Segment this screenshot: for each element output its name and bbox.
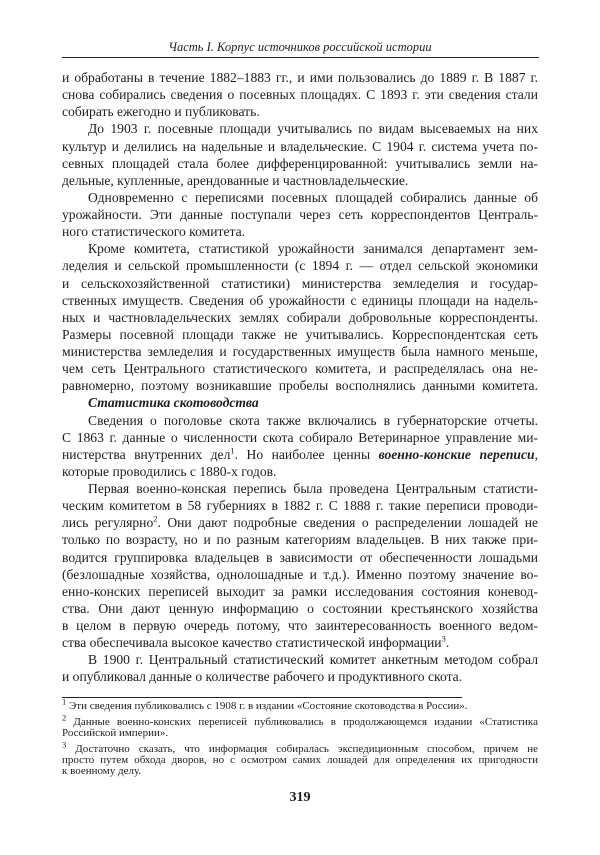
text-line (62, 600, 538, 617)
text-line (62, 514, 538, 531)
footnote (62, 712, 538, 739)
emphasis-text: Статистика скотоводства (88, 395, 259, 411)
section-heading (62, 394, 538, 411)
text-segment: и обработаны в течение 1882–1883 гг., и ими пользовались до 1889 г. В 1887 г. (62, 70, 538, 85)
text-line (62, 531, 538, 548)
text-line (62, 566, 538, 583)
text-segment: которые проводились с 1880-х годов. (62, 463, 277, 479)
text-line (62, 634, 538, 651)
text-segment: ства обеспечивала высокое качество статистической информации (62, 635, 442, 651)
footnote-rule (62, 697, 462, 698)
text-line (62, 172, 538, 189)
text-line (62, 463, 538, 480)
text-line (62, 549, 538, 566)
text-segment: С 1863 г. данные о численности скота собирало Ветеринарное управление ми- (62, 429, 538, 445)
text-segment: Эти сведения публиковались с 1908 г. в издании «Состояние скотоводства в России». (66, 700, 468, 712)
text-segment: . (445, 635, 450, 651)
text-segment: (безлошадные хозяйства, однолошадные и т.д.). Именно поэтому значение во- (62, 566, 538, 582)
text-line (62, 617, 538, 634)
text-line (62, 583, 538, 600)
text-segment: Российской империи». (62, 727, 169, 739)
text-segment: Первая военно-конская перепись была проведена Центральным статисти- (88, 481, 538, 496)
text-segment: . Но наиболее ценны (234, 446, 379, 462)
text-segment: просто путем обхода дворов, но с осмотром самих лошадей для определения их пригодности (62, 754, 538, 766)
text-line (62, 223, 538, 240)
text-segment: лись регулярно (62, 515, 154, 531)
text-line (62, 429, 538, 446)
footnote (62, 739, 538, 777)
text-segment: и опубликовал данные о количестве рабочего и продуктивного скота. (62, 669, 463, 685)
text-segment: ческим комитетом в 58 губерниях в 1882 г. С 1888 г. такие переписи проводи- (62, 498, 538, 514)
text-segment: урожайности. Эти данные поступали через сеть корреспондентов Централь- (62, 207, 538, 222)
footnote-line (62, 728, 538, 739)
text-segment: До 1903 г. посевные площади учитывались по видам высеваемых на них (88, 121, 538, 137)
text-line (62, 343, 538, 360)
text-segment: Сведения о поголовье скота также включались в губернаторские отчеты. (88, 412, 538, 428)
text-segment: министерства земледелия и государственных имуществ была намного меньше, (62, 344, 538, 359)
footnote-line (62, 696, 538, 712)
text-segment: чем сеть Центрального статистического комитета, и распределялась она не- (62, 361, 538, 377)
text-line (62, 377, 538, 394)
footnote-line (62, 766, 538, 777)
text-segment: В 1900 г. Центральный статистический комитет анкетным методом собрал (88, 652, 538, 668)
page-number: 319 (289, 790, 311, 805)
text-segment: культур и делились на надельные и владельческие. С 1904 г. система учета по- (62, 138, 538, 154)
text-segment: Кроме комитета, статистикой урожайности занимался департамент зем- (88, 241, 538, 257)
text-segment: водится группировка владельцев в зависимости от обеспеченности лошадьми (62, 549, 538, 565)
body-text (62, 69, 538, 686)
text-line (62, 86, 538, 103)
text-segment: , (534, 446, 538, 462)
text-line (62, 668, 538, 685)
text-segment: ного статистического комитета. (62, 224, 246, 240)
text-line (62, 103, 538, 120)
text-segment: в целом в первую очередь потому, что заинтересованность военного ведом- (62, 618, 538, 633)
text-line (62, 326, 538, 343)
text-line (62, 189, 538, 206)
footnote-marker: 1 (230, 445, 235, 456)
text-segment: Данные военно-конских переписей публиковались в продолжающемся издании «Статистика (66, 716, 538, 728)
text-segment: собирать ежегодно и публиковать. (62, 104, 260, 120)
text-segment: снова собирались сведения о посевных площадях. С 1893 г. эти сведения стали (62, 87, 538, 103)
text-segment: к военному делу. (62, 765, 142, 777)
text-segment: дельные, купленные, арендованные и частновладельческие. (62, 172, 409, 188)
text-line (62, 138, 538, 155)
text-segment: Одновременно с переписями посевных площадей собирались данные об (88, 189, 538, 205)
text-segment: ных и частновладельческих землях собирали добровольные корреспонденты. (62, 309, 538, 325)
text-segment: и сельскохозяйственной статистики) министерства земледелия и государ- (62, 275, 538, 291)
text-line (62, 292, 538, 309)
running-header: Часть I. Корпус источников российской истории (168, 40, 432, 54)
emphasis-text: военно-конские переписи (378, 446, 535, 462)
text-segment: только по возрасту, но и по разным категориям владельцев. В них также при- (62, 532, 538, 548)
text-segment: ственных имуществ. Сведения об урожайности с единицы площади на надель- (62, 292, 538, 308)
footnote-marker: 3 (62, 739, 67, 750)
text-line (62, 206, 538, 223)
text-segment: равномерно, поэтому возникавшие пробелы восполнялись данными комитета. (62, 378, 538, 394)
footnote-marker: 3 (441, 633, 446, 644)
footnote-marker: 2 (153, 513, 158, 524)
header-rule (62, 57, 539, 58)
text-line (62, 240, 538, 257)
text-line (62, 69, 538, 86)
text-segment: ства. Они дают ценную информацию о состоянии крестьянского хозяйства (62, 600, 538, 616)
text-segment: севных площадей стала более дифференцированной: учитывались земли на- (62, 155, 538, 171)
text-line (62, 360, 538, 377)
text-segment: нистерства внутренних дел (62, 446, 231, 462)
text-line (62, 480, 538, 497)
text-line (62, 412, 538, 429)
text-line (62, 309, 538, 326)
text-line (62, 275, 538, 292)
text-segment: Размеры посевной площади также не учитывались. Корреспондентская сеть (62, 326, 538, 342)
text-segment: . Они дают подробные сведения о распределении лошадей не (157, 515, 538, 531)
text-segment: енно-конских переписей выходит за рамки исследования состояния коневод- (62, 583, 538, 599)
text-line (62, 497, 538, 514)
footnote-marker: 2 (62, 712, 67, 723)
text-line (62, 155, 538, 172)
footnote-marker: 1 (62, 696, 67, 707)
footnote (62, 696, 538, 712)
text-line (62, 120, 538, 137)
text-segment: леделия и сельской промышленности (с 1894 г. — отдел сельской экономики (62, 258, 538, 274)
text-line (62, 651, 538, 668)
text-line (62, 257, 538, 274)
text-segment: Достаточно сказать, что информация собиралась экспедиционным способом, причем не (66, 743, 538, 755)
text-line (62, 446, 538, 463)
